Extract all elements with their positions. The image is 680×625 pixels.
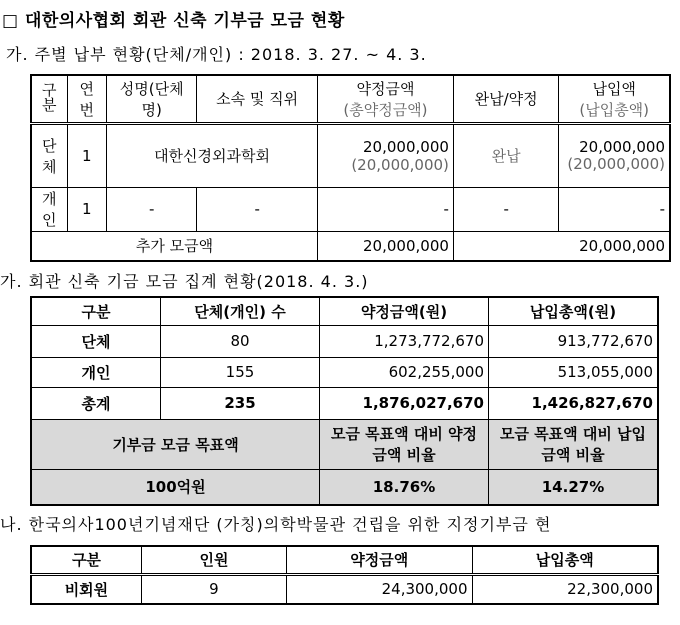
row-paid: 1,426,827,670: [489, 387, 659, 419]
row-count: 80: [161, 325, 320, 357]
row-count: 155: [161, 357, 320, 387]
ratio-paid-value: 14.27%: [489, 469, 659, 505]
ratio-pledge-value: 18.76%: [320, 469, 489, 505]
table-row: [31, 123, 670, 187]
row-label: 비회원: [31, 574, 141, 604]
row-gubun: 단체: [31, 123, 67, 187]
header-pledge: 약정금액(원): [320, 297, 489, 325]
row-label: 총계: [31, 387, 161, 419]
goal-value-row: [31, 469, 658, 505]
goal-label: 기부금 모금 목표액: [31, 419, 320, 469]
row-paid: 913,772,670: [489, 325, 659, 357]
row-name: 대한신경외과학회: [107, 123, 318, 187]
designated-donation-table: [30, 545, 659, 605]
header-gubun: 구분: [31, 297, 161, 325]
row-label: 개인: [31, 357, 161, 387]
header-affiliation: 소속 및 직위: [197, 75, 318, 123]
row-pledge: 602,255,000: [320, 357, 489, 387]
row-paid: 22,300,000: [472, 574, 658, 604]
row-gubun: 개인: [31, 187, 67, 231]
table-row: [31, 187, 670, 231]
row-status: -: [453, 187, 558, 231]
table-row: [31, 357, 658, 387]
page-title: □ 대한의사협회 회관 신축 기부금 모금 현황: [2, 11, 345, 31]
table-row: [31, 574, 658, 604]
row-pledge: 20,000,000 (20,000,000): [318, 123, 454, 187]
goal-value: 100억원: [31, 469, 320, 505]
row-label: 단체: [31, 325, 161, 357]
header-count: 단체(개인) 수: [161, 297, 320, 325]
section3-heading: 나. 한국의사100년기념재단 (가칭)의학박물관 건립을 위한 지정기부금 현: [0, 515, 552, 534]
row-paid: 513,055,000: [489, 357, 659, 387]
goal-header-row: [31, 419, 658, 469]
total-paid: 20,000,000: [559, 231, 670, 261]
total-label: 추가 모금액: [31, 231, 318, 261]
header-gubun: 구분: [31, 75, 67, 123]
header-paid: 납입총액(원): [489, 297, 659, 325]
row-name: -: [107, 187, 197, 231]
header-status: 완납/약정: [453, 75, 558, 123]
header-count: 인원: [141, 546, 286, 574]
row-pledge: 1,876,027,670: [320, 387, 489, 419]
row-no: 1: [67, 187, 107, 231]
table-row: [31, 387, 658, 419]
row-paid: 20,000,000 (20,000,000): [559, 123, 670, 187]
ratio-paid-label: 모금 목표액 대비 납입금액 비율: [489, 419, 659, 469]
header-gubun: 구분: [31, 546, 141, 574]
section1-heading: 가. 주별 납부 현황(단체/개인) : 2018. 3. 27. ~ 4. 3.: [6, 45, 427, 64]
row-count: 9: [141, 574, 286, 604]
row-paid: -: [559, 187, 670, 231]
header-paid: 납입총액: [472, 546, 658, 574]
ratio-pledge-label: 모금 목표액 대비 약정금액 비율: [320, 419, 489, 469]
fund-summary-table: [30, 296, 659, 506]
header-pledge: 약정금액 (총약정금액): [318, 75, 454, 123]
row-status: 완납: [453, 123, 558, 187]
total-pledge: 20,000,000: [318, 231, 454, 261]
row-count: 235: [161, 387, 320, 419]
row-no: 1: [67, 123, 107, 187]
row-pledge: 24,300,000: [287, 574, 472, 604]
row-pledge: -: [318, 187, 454, 231]
row-affiliation: -: [197, 187, 318, 231]
header-yeonbeon: 연번: [67, 75, 107, 123]
table-row: [31, 325, 658, 357]
section2-heading: 가. 회관 신축 기금 모금 집계 현황(2018. 4. 3.): [0, 272, 369, 291]
header-name: 성명(단체명): [107, 75, 197, 123]
weekly-payment-table: [30, 74, 671, 262]
header-pledge: 약정금액: [287, 546, 472, 574]
header-paid: 납입액 (납입총액): [559, 75, 670, 123]
total-row: [31, 231, 670, 261]
row-pledge: 1,273,772,670: [320, 325, 489, 357]
total-empty: [453, 231, 558, 261]
